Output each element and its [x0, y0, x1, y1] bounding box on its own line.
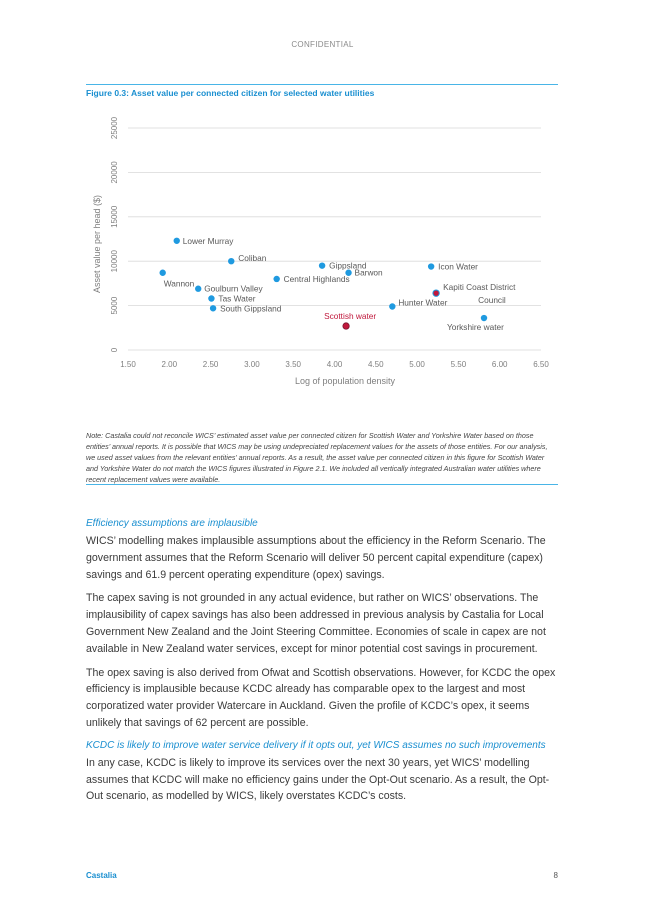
- point-label: Icon Water: [438, 261, 478, 272]
- point-label: Lower Murray: [182, 235, 234, 246]
- body-text: [86, 517, 558, 812]
- point-label: Scottish water: [324, 311, 377, 322]
- paragraph-4: In any case, KCDC is likely to improve its services over the next 30 years, yet WICS’ modelling assumes that KCDC will make no efficiency gains under the Opt-Out scenario. As a result, the Opt-Out scenario, as modelled by WICS, likely overstates KCDC’s costs.: [86, 756, 550, 803]
- data-point: [195, 286, 201, 292]
- y-tick-label: 25000: [110, 116, 119, 140]
- paragraph-2: The capex saving is not grounded in any actual evidence, but rather on WICS’ observations. The implausibility of capex savings has also been addressed in previous analysis by Castalia for Local Government New Zealand and the Joint Steering Committee. Economies of scale in capex are not available in New Zealand water services, except for minor potential cost savings in procurement.: [86, 592, 546, 655]
- data-point: [159, 270, 165, 276]
- page-number: 8: [553, 871, 558, 880]
- x-tick-label: 3.50: [285, 360, 301, 369]
- x-tick-label: 4.00: [326, 360, 343, 369]
- figure-title: Figure 0.3: Asset value per connected citizen for selected water utilities: [86, 88, 375, 98]
- x-tick-label: 5.00: [409, 360, 425, 369]
- x-tick-label: 2.00: [161, 360, 178, 369]
- point-label: South Gippsland: [220, 303, 282, 314]
- data-point: [343, 323, 349, 329]
- section-heading-efficiency: Efficiency assumptions are implausible: [86, 518, 258, 529]
- figure-note: Note: Castalia could not reconcile WICS’ estimated asset value per connected citizen for Scottish Water and Yorkshire Water based on those entities’ annual reports. It is possible that WICS may be using undepreciated replacement values for the assets of those entities. For our analysis, we used asset values from the relevant entities’ annual reports. As a result, the asset value per connected citizen in this figure for Scottish Water and Yorkshire Water do not match the WICS figures illustrated in Figure 2.1. We included all vertically integrated Australian water utilities where recent replacement values were available.: [86, 431, 548, 484]
- data-point: [428, 263, 434, 269]
- point-label: Kapiti Coast District Council: [443, 282, 516, 306]
- x-tick-label: 3.00: [244, 360, 260, 369]
- figure-rule-top: [86, 84, 558, 85]
- data-point: [273, 276, 279, 282]
- data-point: [174, 238, 180, 244]
- point-label: Tas Water: [218, 293, 256, 304]
- x-axis-label: Log of population density: [294, 376, 396, 386]
- scatter-chart: [86, 106, 558, 396]
- point-label: Gippsland: [329, 260, 367, 271]
- data-point: [481, 315, 487, 321]
- point-label: Coliban: [238, 253, 267, 264]
- data-point: [389, 303, 395, 309]
- y-tick-label: 0: [110, 347, 119, 353]
- y-tick-label: 20000: [110, 161, 119, 184]
- section-heading-kcdc: KCDC is likely to improve water service delivery if it opts out, yet WICS assumes no such improvements: [86, 739, 546, 751]
- x-tick-label: 6.50: [533, 360, 549, 369]
- paragraph-1: WICS’ modelling makes implausible assumptions about the efficiency in the Reform Scenario. The government assumes that the Reform Scenario will deliver 50 percent capital expenditure (capex) savings and 61.9 percent operating expenditure (opex) savings.: [86, 535, 546, 581]
- footer-brand: Castalia: [86, 871, 117, 880]
- data-point: [208, 295, 214, 301]
- point-label: Hunter Water: [398, 297, 448, 308]
- x-tick-label: 1.50: [120, 360, 136, 369]
- point-label: Yorkshire water: [447, 322, 504, 333]
- x-tick-label: 5.50: [450, 360, 467, 369]
- point-label: Barwon: [354, 267, 383, 278]
- y-tick-label: 15000: [110, 205, 119, 228]
- figure-rule-bottom: [86, 484, 558, 485]
- data-point: [228, 258, 234, 264]
- point-label: Central Highlands: [283, 273, 350, 284]
- data-point: [319, 262, 325, 268]
- paragraph-3: The opex saving is also derived from Ofwat and Scottish observations. However, for KCDC the opex efficiency is implausible because KCDC already has comparable opex to the largest and most corporatized water provider Watercare in Auckland. Given the profile of KCDC’s opex, it seems unlikely that savings of 62 percent are possible.: [86, 666, 556, 729]
- x-tick-label: 2.50: [202, 360, 219, 369]
- data-point: [433, 290, 439, 296]
- confidential-header: CONFIDENTIAL: [291, 40, 354, 49]
- data-point: [210, 305, 216, 311]
- y-axis-label: Asset value per head ($): [92, 194, 102, 294]
- point-label: Goulburn Valley: [204, 283, 263, 294]
- x-tick-label: 6.00: [491, 360, 508, 369]
- x-tick-label: 4.50: [368, 360, 384, 369]
- y-tick-label: 5000: [110, 296, 119, 315]
- point-label: Wannon: [163, 278, 195, 289]
- y-tick-label: 10000: [110, 250, 119, 273]
- chart-background: [86, 106, 558, 396]
